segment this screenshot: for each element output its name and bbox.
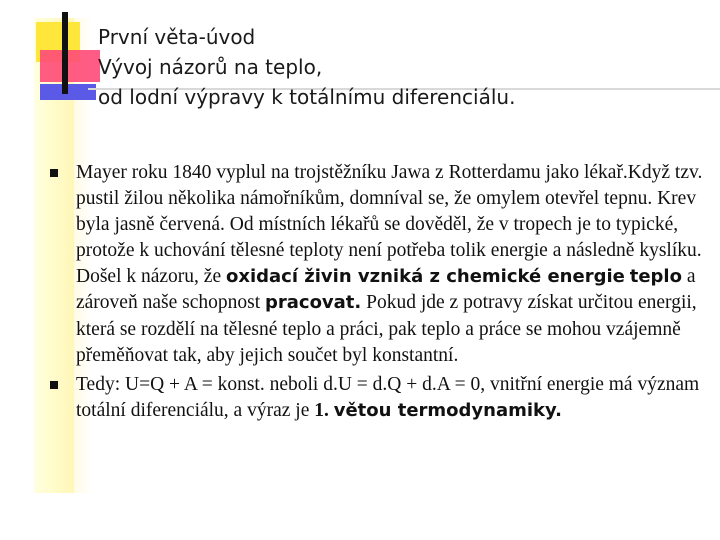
bullet-list (48, 160, 708, 424)
bullet-text: Pokud jde z potravy získat určitou energii, která se rozdělí na tělesné teplo a práci, pak teplo a práce se mohou vzájemně přeměňovat tak, aby jejich součet byl konstantní. (76, 292, 697, 366)
title-line-3: od lodní výpravy k totálnímu diferenciálu. (98, 85, 516, 109)
bullet-text: Mayer roku 1840 vyplul na trojstěžníku Jawa z Rotterdamu jako lékař.Když tzv. pustil žilou několika námořníkům, domníval se, že omylem otevřel tepnu. Krev byla jasně červená. Od místních lékařů se dověděl, že v tropech je to typické, protože k uchování tělesné teploty není potřeba tolik energie a následně kyslíku. Došel k názoru, že (76, 162, 703, 288)
decorative-blue-square (40, 84, 96, 100)
bullet-text: a zároveň naše schopnost (76, 266, 696, 314)
decorative-vertical-bar (62, 12, 68, 94)
bold-number: 1. (314, 399, 329, 421)
bullet-text: Tedy: U=Q + A = konst. neboli d.U = d.Q + d.A = 0, vnitřní energie má význam totální diferenciálu, a výraz je (76, 373, 700, 421)
square-bullet-icon (50, 381, 58, 389)
bullet-item-mayer (48, 160, 708, 369)
decorative-red-square (40, 50, 100, 82)
square-bullet-icon (50, 169, 58, 177)
bold-phrase-work: pracovat. (264, 292, 362, 314)
bold-phrase-oxidation: oxidací živin vzniká z chemické energie (225, 266, 625, 288)
title-line-1: První věta-úvod (98, 25, 256, 49)
bold-phrase-first-law: větou termodynamiky. (333, 399, 562, 421)
slide-title (98, 22, 515, 112)
bullet-item-conclusion (48, 372, 708, 424)
bold-phrase-heat: teplo (629, 266, 682, 288)
title-line-2: Vývoj názorů na teplo, (98, 55, 323, 79)
